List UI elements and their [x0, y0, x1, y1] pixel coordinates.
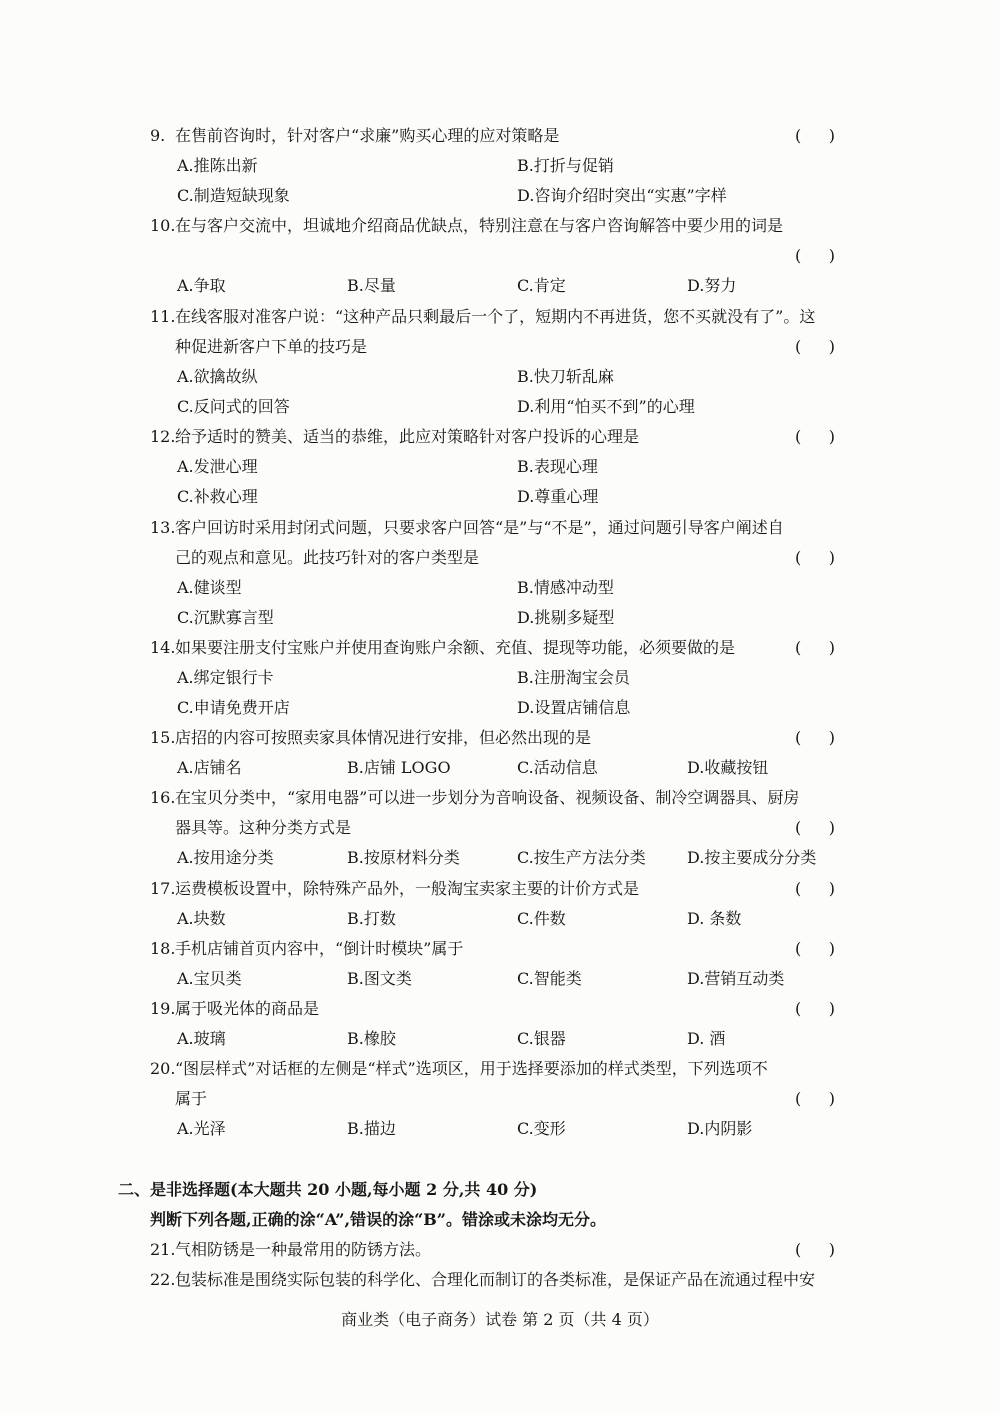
question-number: 13.	[150, 518, 176, 537]
question-text: 在与客户交流中，坦诚地介绍商品优缺点，特别注意在与客户咨询解答中要少用的词是	[175, 216, 784, 235]
answer-bracket: ( )	[795, 126, 835, 145]
option-a: A.健谈型	[177, 578, 242, 597]
answer-bracket: ( )	[795, 427, 835, 446]
question-number: 18.	[150, 939, 176, 958]
question-number: 10.	[150, 216, 176, 235]
question-number: 12.	[150, 427, 176, 446]
option-d: D.咨询介绍时突出“实惠”字样	[517, 186, 727, 205]
option-b: B.情感冲动型	[517, 578, 614, 597]
option-d: D.按主要成分分类	[687, 848, 817, 867]
question-number: 15.	[150, 728, 176, 747]
option-c: C.肯定	[517, 276, 566, 295]
section-2-title: 二、是非选择题(本大题共 20 小题,每小题 2 分,共 40 分)	[118, 1180, 538, 1199]
option-d: D.尊重心理	[517, 487, 599, 506]
option-a: A.玻璃	[177, 1029, 226, 1048]
option-a: A.欲擒故纵	[177, 367, 258, 386]
option-a: A.块数	[177, 909, 226, 928]
question-text: 气相防锈是一种最常用的防锈方法。	[175, 1240, 432, 1259]
question-number: 16.	[150, 788, 176, 807]
option-c: C.制造短缺现象	[177, 186, 290, 205]
question-text-line2: 器具等。这种分类方式是	[175, 818, 352, 837]
option-a: A.争取	[177, 276, 226, 295]
option-c: C.申请免费开店	[177, 698, 290, 717]
option-b: B.注册淘宝会员	[517, 668, 630, 687]
question-number: 19.	[150, 999, 176, 1018]
section-2-instruction: 判断下列各题,正确的涂“A”,错误的涂“B”。错涂或未涂均无分。	[150, 1210, 606, 1229]
option-d: D.努力	[687, 276, 737, 295]
question-number: 21.	[150, 1240, 176, 1259]
answer-bracket: ( )	[795, 939, 835, 958]
option-b: B.表现心理	[517, 457, 598, 476]
option-c: C.活动信息	[517, 758, 598, 777]
option-a: A.光泽	[177, 1119, 226, 1138]
question-text: 在宝贝分类中，“家用电器”可以进一步划分为音响设备、视频设备、制冷空调器具、厨房	[175, 788, 800, 807]
question-number: 17.	[150, 879, 176, 898]
question-text: 属于吸光体的商品是	[175, 999, 320, 1018]
answer-bracket: ( )	[795, 638, 835, 657]
option-b: B.图文类	[347, 969, 412, 988]
question-text-line2: 种促进新客户下单的技巧是	[175, 337, 368, 356]
question-text-line2: 属于	[175, 1089, 208, 1108]
answer-bracket: ( )	[795, 548, 835, 567]
option-b: B.描边	[347, 1119, 396, 1138]
option-d: D.挑剔多疑型	[517, 608, 615, 627]
option-b: B.打数	[347, 909, 396, 928]
question-text: 给予适时的赞美、适当的恭维，此应对策略针对客户投诉的心理是	[175, 427, 640, 446]
option-c: C.件数	[517, 909, 566, 928]
question-text: 客户回访时采用封闭式问题，只要求客户回答“是”与“不是”，通过问题引导客户阐述自	[175, 518, 784, 537]
question-text: “图层样式”对话框的左侧是“样式”选项区，用于选择要添加的样式类型，下列选项不	[175, 1059, 768, 1078]
option-c: C.智能类	[517, 969, 582, 988]
option-b: B.尽量	[347, 276, 396, 295]
option-d: D. 条数	[687, 909, 742, 928]
question-text: 店招的内容可按照卖家具体情况进行安排，但必然出现的是	[175, 728, 592, 747]
option-d: D.收藏按钮	[687, 758, 769, 777]
option-a: A.推陈出新	[177, 156, 258, 175]
question-number: 14.	[150, 638, 176, 657]
option-c: C.反问式的回答	[177, 397, 290, 416]
option-c: C.银器	[517, 1029, 566, 1048]
option-b: B.橡胶	[347, 1029, 396, 1048]
answer-bracket: ( )	[795, 728, 835, 747]
question-number: 9.	[150, 126, 166, 145]
option-a: A.按用途分类	[177, 848, 274, 867]
page-footer: 商业类（电子商务）试卷 第 2 页（共 4 页）	[341, 1310, 659, 1329]
option-a: A.店铺名	[177, 758, 242, 777]
option-b: B.按原材料分类	[347, 848, 460, 867]
option-b: B.打折与促销	[517, 156, 614, 175]
answer-bracket: ( )	[795, 337, 835, 356]
option-a: A.发泄心理	[177, 457, 258, 476]
answer-bracket: ( )	[795, 1240, 835, 1259]
option-d: D. 酒	[687, 1029, 726, 1048]
option-b: B.店铺 LOGO	[347, 758, 451, 777]
question-text: 手机店铺首页内容中，“倒计时模块”属于	[175, 939, 464, 958]
question-number: 11.	[150, 307, 176, 326]
option-d: D.内阴影	[687, 1119, 753, 1138]
option-c: C.沉默寡言型	[177, 608, 274, 627]
question-text-line2: 己的观点和意见。此技巧针对的客户类型是	[175, 548, 480, 567]
answer-bracket: ( )	[795, 879, 835, 898]
question-text: 包装标准是围绕实际包装的科学化、合理化而制订的各类标准，是保证产品在流通过程中安	[175, 1270, 816, 1289]
option-a: A.绑定银行卡	[177, 668, 274, 687]
answer-bracket: ( )	[795, 818, 835, 837]
question-text: 如果要注册支付宝账户并使用查询账户余额、充值、提现等功能，必须要做的是	[175, 638, 736, 657]
option-c: C.补救心理	[177, 487, 258, 506]
question-text: 在线客服对准客户说：“这种产品只剩最后一个了，短期内不再进货，您不买就没有了”。这	[175, 307, 816, 326]
question-number: 22.	[150, 1270, 176, 1289]
answer-bracket: ( )	[795, 246, 835, 265]
question-text: 运费模板设置中，除特殊产品外，一般淘宝卖家主要的计价方式是	[175, 879, 640, 898]
option-a: A.宝贝类	[177, 969, 242, 988]
option-d: D.营销互动类	[687, 969, 785, 988]
option-b: B.快刀斩乱麻	[517, 367, 614, 386]
option-d: D.利用“怕买不到”的心理	[517, 397, 695, 416]
option-c: C.按生产方法分类	[517, 848, 646, 867]
question-text: 在售前咨询时，针对客户“求廉”购买心理的应对策略是	[175, 126, 560, 145]
option-c: C.变形	[517, 1119, 566, 1138]
question-number: 20.	[150, 1059, 176, 1078]
answer-bracket: ( )	[795, 999, 835, 1018]
answer-bracket: ( )	[795, 1089, 835, 1108]
option-d: D.设置店铺信息	[517, 698, 631, 717]
